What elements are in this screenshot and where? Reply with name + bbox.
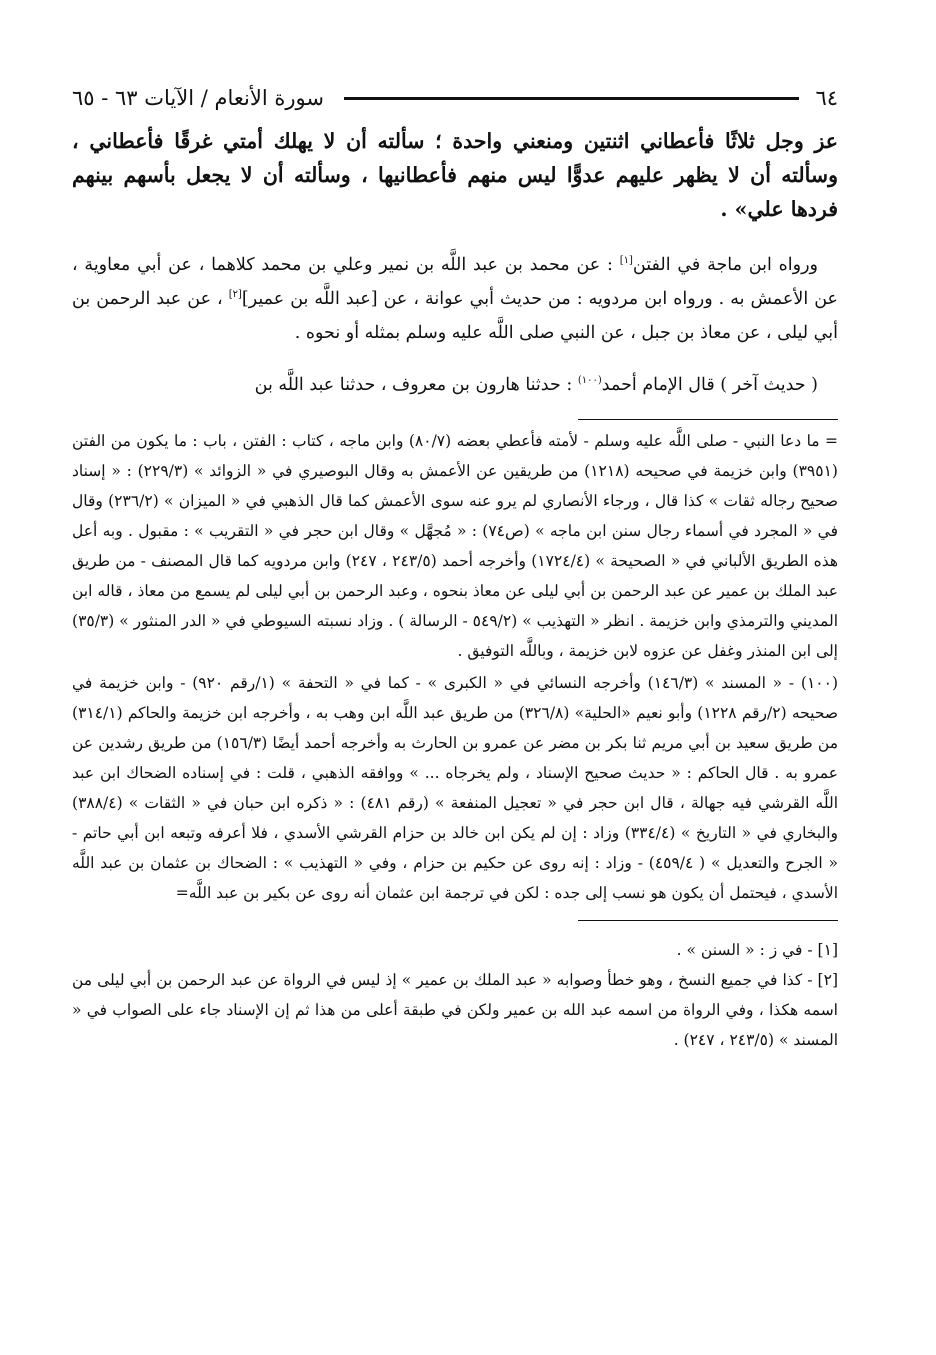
page-number: ٦٤ <box>815 86 838 110</box>
commentary-paragraph <box>72 368 838 402</box>
footnote: [١] - في ز : « السنن » . <box>676 941 838 959</box>
surah-title: سورة الأنعام / الآيات ٦٣ - ٦٥ <box>72 86 324 110</box>
footnote: [٢] - كذا في جميع النسخ ، وهو خطأ وصوابه « عبد الملك بن عمير » إذ ليس في الرواة عن عبد الرحمن بن أبي ليلى من اسمه هكذا ، وفي الرواة من اسمه عبد الله بن عمير ولكن في طبقة أعلى من هذا ثم إن الإسناد جاء على الصواب في « المسند » (٢٤٣/٥ ، ٢٤٧) . <box>72 971 838 1049</box>
footnote-ref: [١] <box>619 255 633 267</box>
paragraph-text: ورواه ابن ماجة في الفتن <box>632 255 818 275</box>
note-ref: (١٠٠) <box>577 374 602 386</box>
notes-separator <box>578 419 838 420</box>
paragraph-text: ( حديث آخر ) قال الإمام أحمد <box>601 374 818 395</box>
book-page <box>72 78 838 1055</box>
hadith-text: عز وجل ثلاثًا فأعطاني اثنتين ومنعني واحدة ؛ سألته أن لا يهلك أمتي غرقًا فأعطاني ، وسألته أن لا يظهر عليهم عدوًّا ليس منهم فأعطانيها ، وسألته أن لا يجعل بأسهم بينهم فردها علي» . <box>72 129 838 221</box>
note-paragraph: (١٠٠) - « المسند » (١٤٦/٣) وأخرجه النسائي في « الكبرى » - كما في « التحفة » (١/رقم ٩٢٠) - وابن خزيمة في صحيحه (٢/رقم ١٢٢٨) وأبو نعيم «الحلية» (٣٢٦/٨) من طريق عبد اللَّه ابن وهب به ، وأخرجه ابن خزيمة والحاكم (٣١٤/١) من طريق سعيد بن أبي مريم ثنا بكر بن مضر عن عمرو بن الحارث به وأخرجه أحمد أيضًا (١٥٦/٣) من طريق رشدين عن عمرو به . قال الحاكم : « حديث صحيح الإسناد ، ولم يخرجاه ... » ووافقه الذهبي ، قلت : في إسناده الضحاك ابن عبد اللَّه القرشي فيه جهالة ، قال ابن حجر في « تعجيل المنفعة » (رقم ٤٨١) : « ذكره ابن حبان في « الثقات » (٣٨٨/٤) والبخاري في « التاريخ » (٣٣٤/٤) وزاد : إن لم يكن ابن خالد بن حزام القرشي الأسدي ، فلا أعرفه وتبعه ابن أبي حاتم - « الجرح والتعديل » ( ٤٥٩/٤) - وزاد : إنه روى عن حكيم بن حزام ، وفي « التهذيب » : الضحاك بن عثمان بن عبد اللَّه الأسدي ، فيحتمل أن يكون هو نسب إلى جده : لكن في ترجمة ابن عثمان أنه روى عن بكير بن عبد اللَّه= <box>72 674 839 902</box>
paragraph-text: : عن محمد بن عبد اللَّه بن نمير وعلي بن محمد كلاهما ، عن أبي معاوية ، عن الأعمش به . ورواه ابن مردويه : من حديث أبي عوانة ، عن [عبد اللَّه بن عمير] <box>72 255 838 309</box>
footnotes-separator <box>578 920 838 921</box>
note-paragraph: = ما دعا النبي - صلى اللَّه عليه وسلم - لأمته فأعطي بعضه (٨٠/٧) وابن ماجه ، كتاب : الفتن ، باب : ما يكون من الفتن (٣٩٥١) وابن خزيمة في صحيحه (١٢١٨) من طريقين عن الأعمش به وقال البوصيري في « الزوائد » (٢٢٩/٣) : « إسناد صحيح رجاله ثقات » كذا قال ، ورجاء الأنصاري لم يرو عنه سوى الأعمش كما قال الذهبي في « الميزان » (٢٣٦/٢) وقال في « المجرد في أسماء رجال سنن ابن ماجه » (ص٧٤) : « مُجهَّل » وقال ابن حجر في « التقريب » : مقبول . وبه أعل هذه الطريق الألباني في « الصحيحة » (١٧٢٤/٤) وأخرجه أحمد (٢٤٣/٥ ، ٢٤٧) وابن مردويه كما قال المصنف - من طريق عبد الملك بن عمير عن عبد الرحمن بن أبي ليلى عن معاذ بنحوه ، وعبد الرحمن بن أبي ليلى لم يسمع من معاذ ، قاله ابن المديني والترمذي وابن خزيمة . انظر « التهذيب » (٥٤٩/٢ - الرسالة ) . وزاد نسبته السيوطي في « الدر المنثور » (٣٥/٣) إلى ابن المنذر وغفل عن عزوه لابن خزيمة ، وباللَّه التوفيق . <box>72 432 839 660</box>
footnotes <box>72 935 838 1055</box>
header-rule <box>344 97 799 100</box>
commentary-paragraph <box>72 248 838 350</box>
paragraph-text: : حدثنا هارون بن معروف ، حدثنا عبد اللَّه بن <box>254 374 573 395</box>
running-header <box>72 78 838 118</box>
paragraph-text: ، عن عبد الرحمن بن أبي ليلى ، عن معاذ بن جبل ، عن النبي صلى اللَّه عليه وسلم بمثله أو نحوه . <box>72 289 838 343</box>
takhrij-notes <box>72 426 838 908</box>
footnote-ref: [٢] <box>228 289 242 301</box>
